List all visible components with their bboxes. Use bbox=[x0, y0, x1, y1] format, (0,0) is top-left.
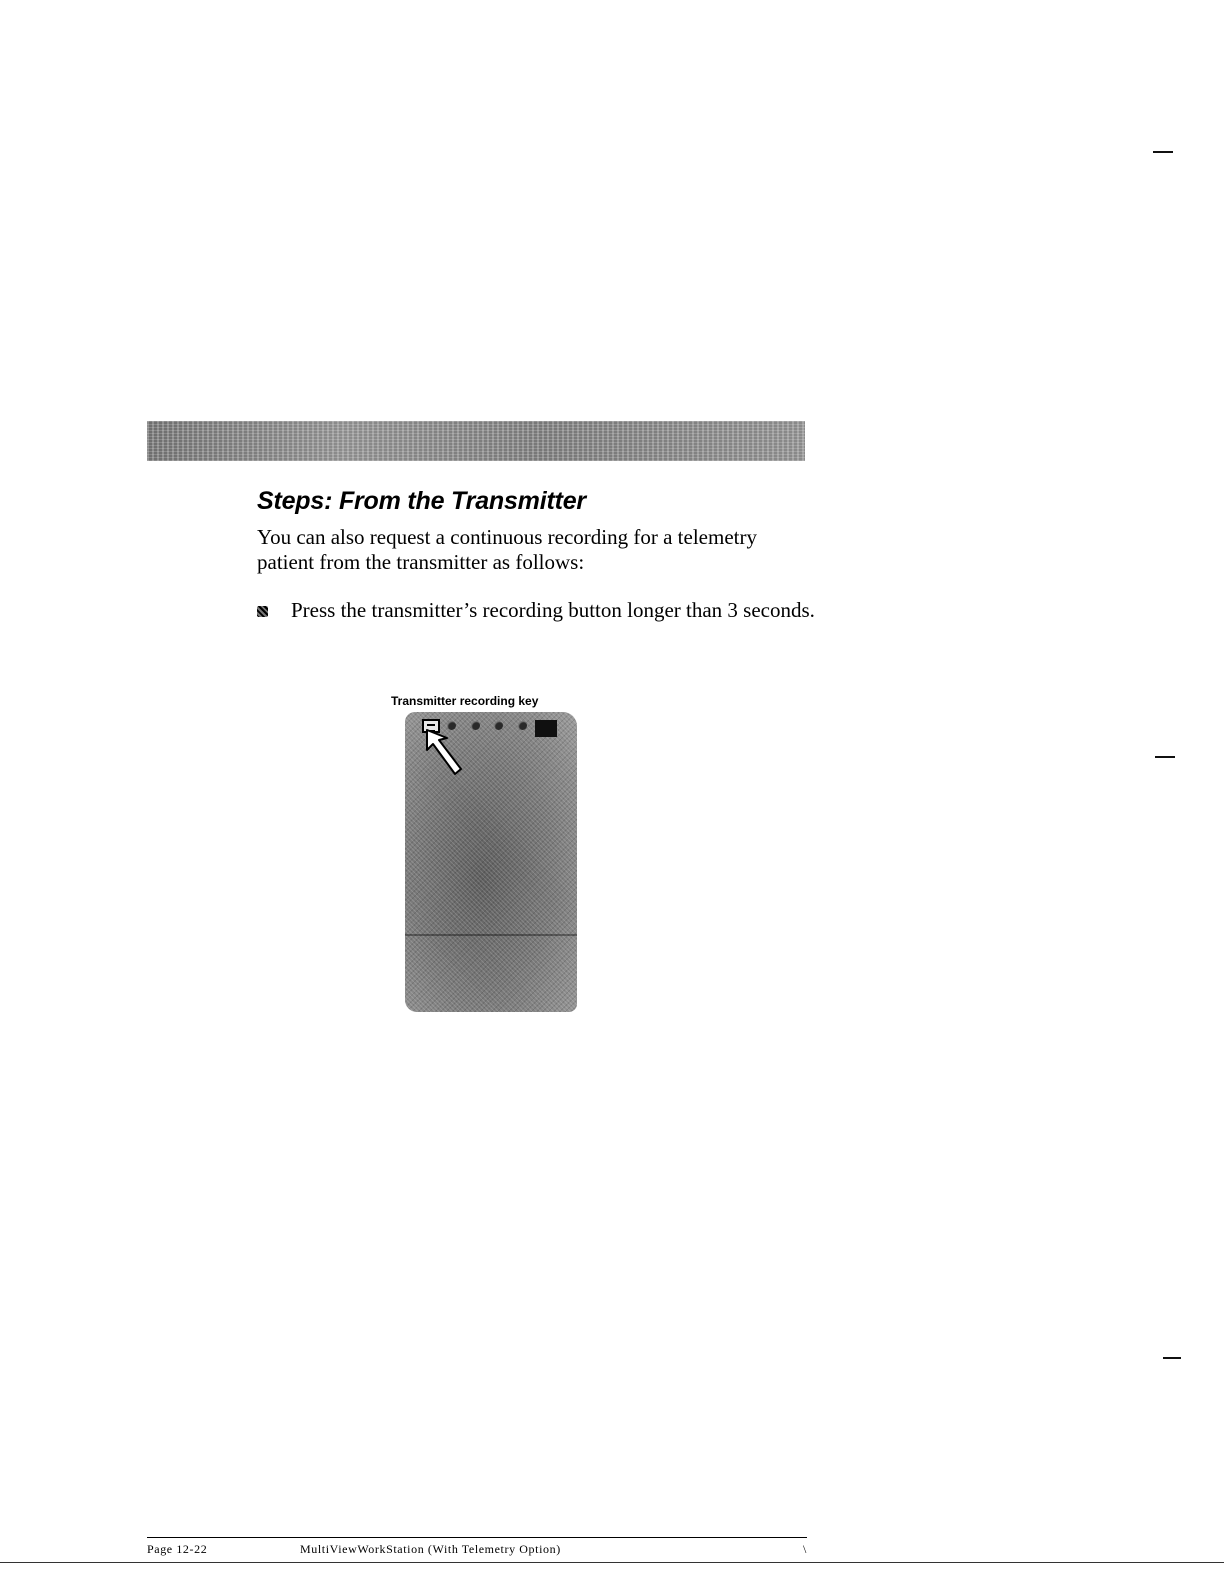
step-text: Press the transmitter’s recording button longer than 3 seconds. bbox=[291, 598, 815, 622]
section-banner bbox=[147, 421, 805, 461]
section-title: Steps: From the Transmitter bbox=[257, 487, 586, 515]
figure-caption: Transmitter recording key bbox=[391, 694, 539, 708]
arrow-pointer-icon bbox=[425, 728, 471, 780]
margin-mark-middle bbox=[1155, 756, 1175, 758]
footer-page-number: Page 12-22 bbox=[147, 1542, 208, 1556]
transmitter-window bbox=[535, 720, 557, 737]
indicator-light bbox=[518, 721, 527, 730]
margin-mark-bottom bbox=[1163, 1357, 1181, 1359]
page-bottom-edge bbox=[0, 1562, 1224, 1563]
footer-rule bbox=[147, 1537, 807, 1538]
step-list-item bbox=[257, 598, 817, 623]
footer-product-name: MultiViewWorkStation (With Telemetry Option) bbox=[300, 1542, 561, 1556]
transmitter-seam bbox=[405, 934, 577, 936]
margin-mark-top bbox=[1153, 151, 1173, 153]
footer-tick-mark: \ bbox=[803, 1542, 807, 1556]
square-bullet-icon bbox=[257, 606, 268, 617]
transmitter-image bbox=[405, 712, 577, 1012]
intro-paragraph: You can also request a continuous recording for a telemetry patient from the transmitter as follows: bbox=[257, 525, 757, 574]
page-footer bbox=[147, 1542, 807, 1556]
indicator-light bbox=[494, 721, 503, 730]
indicator-light bbox=[471, 721, 480, 730]
